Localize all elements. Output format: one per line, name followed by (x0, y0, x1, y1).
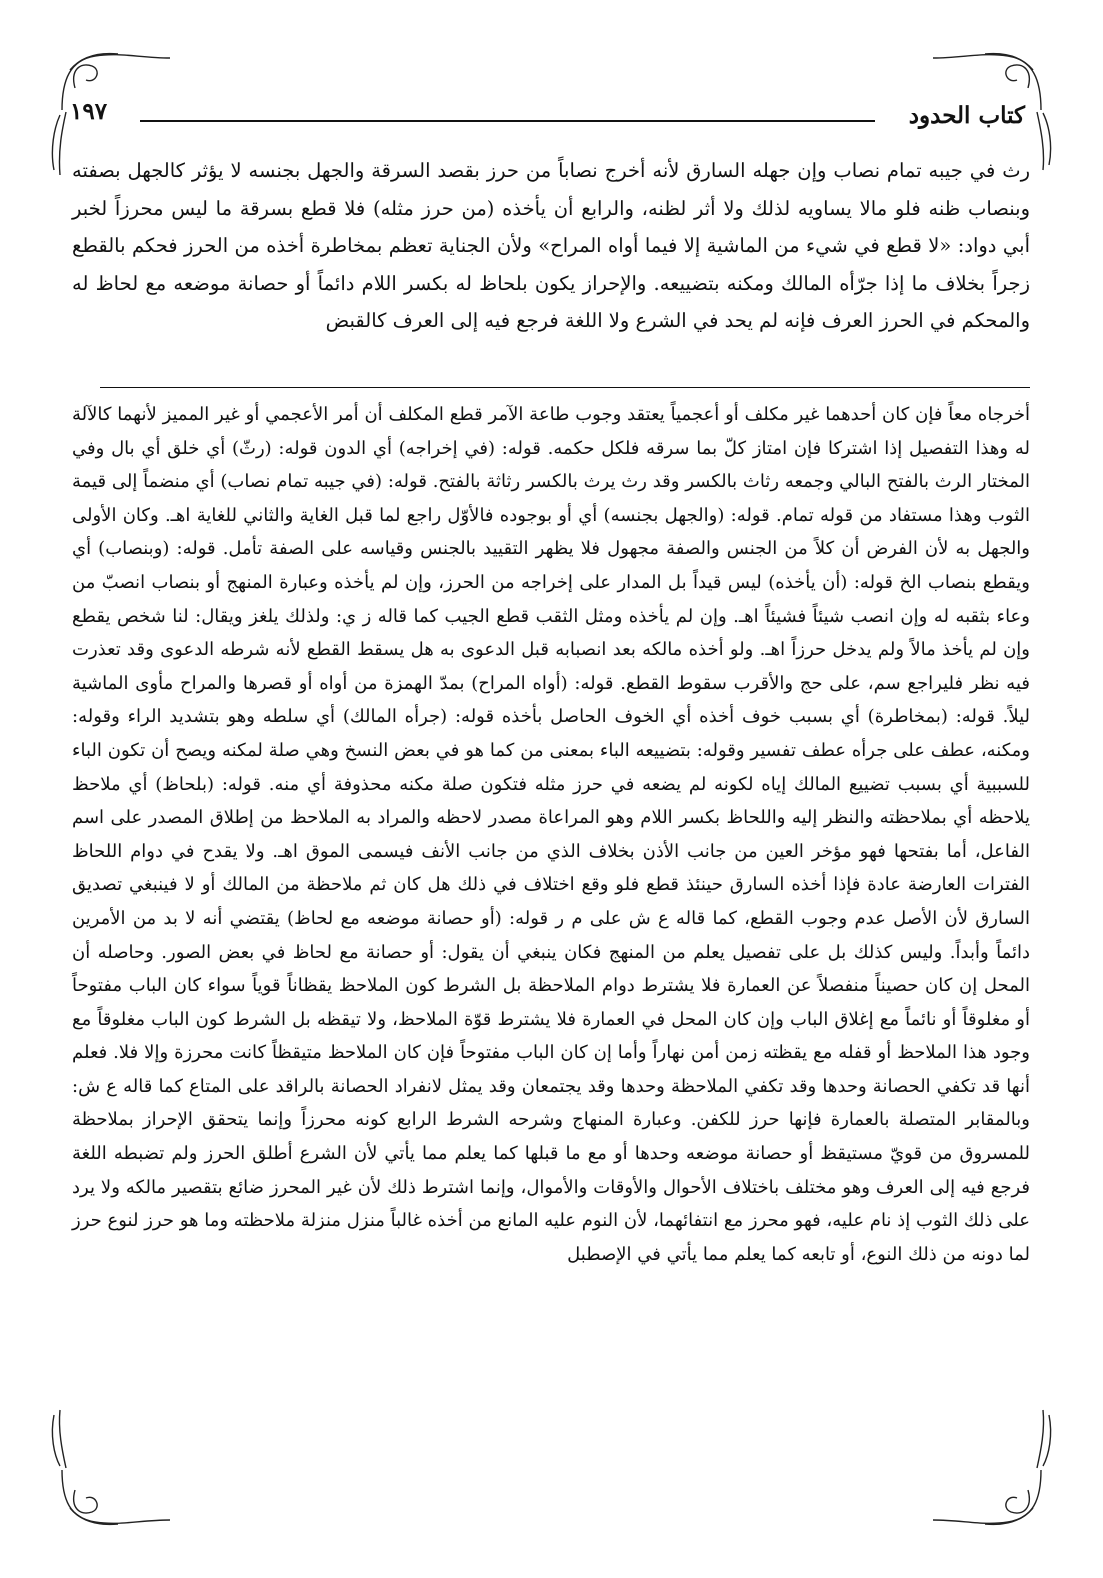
main-text-paragraph: رث في جيبه تمام نصاب وإن جهله السارق لأنه أخرج نصاباً من حرز بقصد السرقة والجهل بجنسه لا يؤثر كالجهل بصفته وبنصاب ظنه فلو مالا يساويه لذلك ولا أثر لظنه، والرابع أن يأخذه (من حرز مثله) فلا قطع بسرقة ما ليس محرزاً لخبر أبي دواد: «لا قطع في شيء من الماشية إلا فيما أواه المراح» ولأن الجناية تعظم بمخاطرة أخذه من الحرز فحكم بالقطع زجراً بخلاف ما إذا جرّأه المالك ومكنه بتضييعه. والإحراز يكون بلحاظ له بكسر اللام دائماً أو حصانة موضعه مع لحاظ له والمحكم في الحرز العرف فإنه لم يحد في الشرع ولا اللغة فرجع فيه إلى العرف كالقبض (72, 159, 1030, 332)
header-rule (140, 120, 875, 122)
main-text-block (72, 152, 1030, 340)
footnote-separator (100, 387, 1030, 388)
book-title: كتاب الحدود (908, 102, 1025, 129)
page-number: ١٩٧ (70, 98, 108, 125)
bottom-left-flourish (52, 1410, 170, 1524)
page-header (70, 96, 1025, 136)
commentary-paragraph: أخرجاه معاً فإن كان أحدهما غير مكلف أو أعجمياً يعتقد وجوب طاعة الآمر قطع المكلف أن أمر الأعجمي أو غير المميز لأنهما كالآلة له وهذا التفصيل إذا اشتركا فإن امتاز كلّ بما سرقه فلكل حكمه. قوله: (في إخراجه) أي الدون قوله: (رثّ) أي خلق أي بال وفي المختار الرث بالفتح البالي وجمعه رثاث بالكسر وقد رث يرث بالكسر رثاثة بالفتح. قوله: (في جيبه تمام نصاب) أي منضماً إلى قيمة الثوب وهذا مستفاد من قوله تمام. قوله: (والجهل بجنسه) أي أو بوجوده فالأوّل راجع لما قبل الغاية والثاني للغاية اهـ. وكان الأولى والجهل به لأن الفرض أن كلاً من الجنس والصفة مجهول فلا يظهر التقييد بالجنس وقياسه على الصفة تأمل. قوله: (وبنصاب) أي ويقطع بنصاب الخ قوله: (أن يأخذه) ليس قيداً بل المدار على إخراجه من الحرز، وإن لم يأخذه وعبارة المنهج أو بنصاب انصبّ من وعاء بثقبه له وإن انصب شيئاً فشيئاً اهـ. وإن لم يأخذه ومثل الثقب قطع الجيب كما قاله ز ي: ولذلك يلغز ويقال: لنا شخص يقطع وإن لم يأخذ مالاً ولم يدخل حرزاً اهـ. ولو أخذه مالكه بعد انصبابه قبل الدعوى به هل يسقط القطع لأنه شرطه الدعوى وقد تعذرت فيه نظر فليراجع سم، على حج والأقرب سقوط القطع. قوله: (أواه المراح) بمدّ الهمزة من أواه أو قصرها والمراح مأوى الماشية ليلاً. قوله: (بمخاطرة) أي بسبب خوف أخذه أي الخوف الحاصل بأخذه قوله: (جرأه المالك) أي سلطه وهو بتشديد الراء وقوله: ومكنه، عطف على جرأه عطف تفسير وقوله: بتضييعه الباء بمعنى من كما هو في بعض النسخ وهي صلة لمكنه ويصح أن تكون الباء للسببية أي بسبب تضييع المالك إياه لكونه لم يضعه في حرز مثله فتكون صلة مكنه محذوفة أي منه. قوله: (بلحاظ) أي ملاحظ يلاحظه أي بملاحظته والنظر إليه واللحاظ بكسر اللام وهو المراعاة مصدر لاحظه والمراد به الملاحظ من إطلاق المصدر على اسم الفاعل، أما بفتحها فهو مؤخر العين من جانب الأذن بخلاف الذي من جانب الأنف فيسمى الموق اهـ. ولا يقدح في دوام اللحاظ الفترات العارضة عادة فإذا أخذه السارق حينئذ قطع فلو وقع اختلاف في ذلك هل كان ثم ملاحظة من المالك أو لا فينبغي تصديق السارق لأن الأصل عدم وجوب القطع، كما قاله ع ش على م ر قوله: (أو حصانة موضعه مع لحاظ) يقتضي أنه لا بد من الأمرين دائماً وأبداً. وليس كذلك بل على تفصيل يعلم من المنهج فكان ينبغي أن يقول: أو حصانة مع لحاظ في بعض الصور. وحاصله أن المحل إن كان حصيناً منفصلاً عن العمارة فلا يشترط دوام الملاحظة بل الشرط كون الملاحظ يقظاناً قوياً سواء كان الباب مفتوحاً أو مغلوقاً أو نائماً مع إغلاق الباب وإن كان المحل في العمارة فلا يشترط قوّة الملاحظ، ولا تيقظه بل الشرط كون الباب مغلوقاً مع وجود هذا الملاحظ أو قفله مع يقظته زمن أمن نهاراً وأما إن كان الباب مفتوحاً فإن كان الملاحظ متيقظاً كانت محرزة وإلا فلا. فعلم أنها قد تكفي الحصانة وحدها وقد تكفي الملاحظة وحدها وقد يجتمعان وقد يمثل لانفراد الحصانة بالراقد على المتاع كما قاله ع ش: وبالمقابر المتصلة بالعمارة فإنها حرز للكفن. وعبارة المنهاج وشرحه الشرط الرابع كونه محرزاً وإنما يتحقق الإحراز بملاحظة للمسروق من قويّ مستيقظ أو حصانة موضعه وحدها أو مع ما قبلها كما يعلم مما يأتي لأن الشرع أطلق الحرز ولم تضبطه اللغة فرجع فيه إلى العرف وهو مختلف باختلاف الأحوال والأوقات والأموال، وإنما اشترط ذلك لأن غير المحرز ضائع بتقصير مالكه ولا يرد على ذلك الثوب إذ نام عليه، فهو محرز مع انتفائهما، لأن النوم عليه المانع من أخذه غالباً منزل منزلة ملاحظته وما هو حرز لنوع حرز لما دونه من ذلك النوع، أو تابعه كما يعلم مما يأتي في الإصطبل (72, 404, 1031, 1265)
commentary-block (72, 398, 1030, 1271)
bottom-right-flourish (933, 1410, 1051, 1524)
